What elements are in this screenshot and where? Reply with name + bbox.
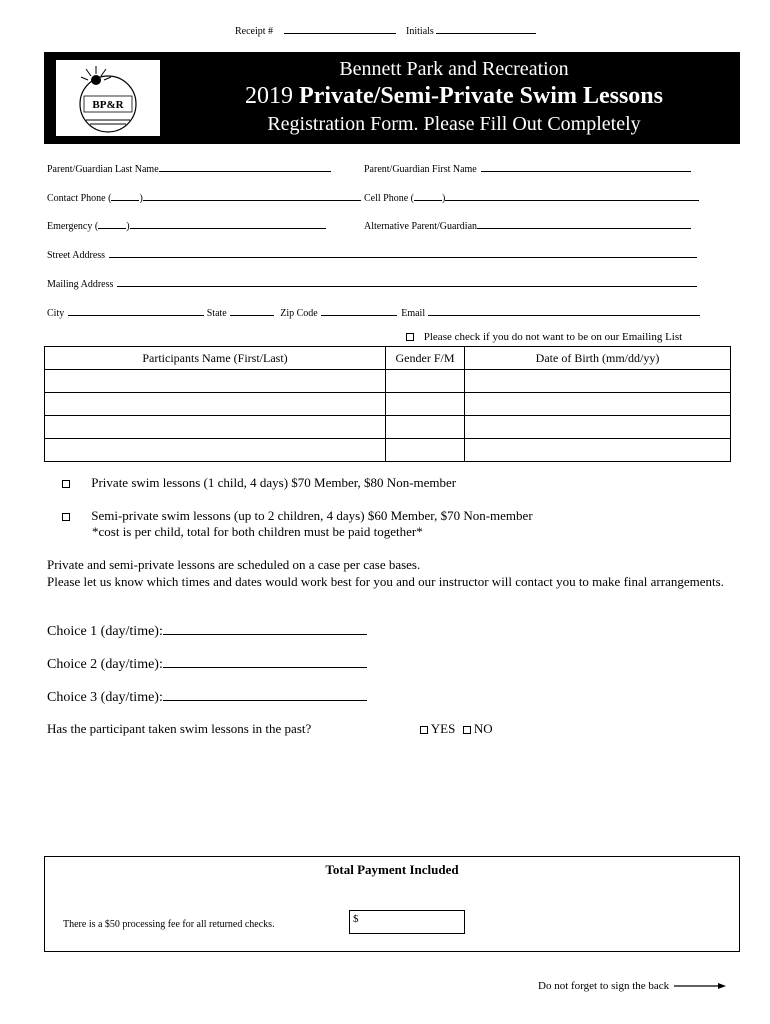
info-line1: Private and semi-private lessons are scheduled on a case per case bases. [47, 557, 421, 572]
yes-label: YES [430, 721, 456, 736]
contact-phone-label: Contact Phone ( [47, 193, 112, 204]
choice-2-row [47, 655, 367, 673]
info-line2: Please let us know which times and dates would work best for you and our instructor will contact you to make final arrangements. [47, 574, 724, 589]
state-label: State [206, 308, 227, 319]
col-header-dob: Date of Birth (mm/dd/yy) [465, 347, 731, 370]
payment-title: Total Payment Included [325, 862, 459, 877]
dollar-sign: $ [353, 913, 359, 925]
street-field[interactable] [109, 248, 697, 258]
mailing-field[interactable] [117, 277, 697, 287]
city-field[interactable] [68, 306, 204, 316]
gender-cell[interactable] [386, 416, 465, 439]
zip-label: Zip Code [280, 308, 318, 319]
last-name-row [47, 162, 331, 175]
emergency-row: Emergency ( ) [47, 219, 326, 232]
choice-3-row [47, 688, 367, 706]
email-opt-out-label: Please check if you do not want to be on our Emailing List [423, 331, 683, 343]
contact-phone-field[interactable] [143, 191, 361, 201]
name-cell[interactable] [45, 393, 386, 416]
semi-option-label: Semi-private swim lessons (up to 2 children, 4 days) $60 Member, $70 Non-member [91, 508, 533, 523]
receipt-row [235, 24, 536, 37]
banner-title: Private/Semi-Private Swim Lessons [299, 83, 663, 109]
choice-2-label: Choice 2 (day/time): [47, 657, 163, 672]
emergency-label: Emergency ( [47, 221, 99, 232]
yes-checkbox[interactable] [420, 726, 428, 734]
arrow-right-icon [674, 982, 726, 990]
emergency-field[interactable] [130, 219, 326, 229]
name-cell[interactable] [45, 370, 386, 393]
last-name-label: Parent/Guardian Last Name [47, 164, 159, 175]
cell-phone-area-field[interactable] [414, 191, 442, 201]
private-option-checkbox[interactable] [62, 480, 70, 488]
header-banner [44, 52, 740, 144]
table-row [45, 370, 731, 393]
first-name-row [364, 162, 691, 175]
initials-label: Initials [406, 26, 434, 37]
semi-option-checkbox[interactable] [62, 513, 70, 521]
street-label: Street Address [47, 250, 106, 261]
email-field[interactable] [428, 306, 700, 316]
last-name-field[interactable] [159, 162, 331, 172]
receipt-field[interactable] [284, 24, 396, 34]
dob-cell[interactable] [465, 416, 731, 439]
receipt-label: Receipt # [235, 26, 274, 37]
email-opt-out-checkbox[interactable] [406, 333, 414, 341]
table-header-row [45, 347, 731, 370]
alt-parent-row [364, 219, 691, 232]
past-lessons-answers [420, 721, 493, 737]
choice-1-label: Choice 1 (day/time): [47, 624, 163, 639]
participants-table [44, 346, 731, 462]
banner-year: 2019 [245, 83, 294, 109]
initials-field[interactable] [436, 24, 536, 34]
cell-phone-field[interactable] [445, 191, 699, 201]
email-opt-out-row [406, 331, 682, 343]
private-option-label: Private swim lessons (1 child, 4 days) $70 Member, $80 Non-member [91, 475, 457, 490]
private-option-row [62, 475, 456, 491]
choice-1-row [47, 622, 367, 640]
payment-box [44, 856, 740, 952]
payment-amount-field[interactable] [349, 910, 465, 934]
park-logo [56, 60, 160, 136]
col-header-name: Participants Name (First/Last) [45, 347, 386, 370]
cell-phone-label: Cell Phone ( [364, 193, 414, 204]
city-label: City [47, 308, 65, 319]
cell-phone-row: Cell Phone ( ) [364, 191, 699, 204]
mailing-label: Mailing Address [47, 279, 114, 290]
gender-cell[interactable] [386, 393, 465, 416]
semi-option-row [62, 508, 533, 524]
choice-3-label: Choice 3 (day/time): [47, 690, 163, 705]
logo-text: BP&R [92, 99, 124, 111]
alt-parent-label: Alternative Parent/Guardian [364, 221, 478, 232]
sign-back-note [538, 980, 726, 992]
sign-back-text: Do not forget to sign the back [538, 980, 670, 992]
first-name-label: Parent/Guardian First Name [364, 164, 477, 175]
banner-line3: Registration Form. Please Fill Out Completely [267, 113, 641, 135]
choice-1-field[interactable] [163, 622, 367, 635]
gender-cell[interactable] [386, 370, 465, 393]
contact-phone-row: Contact Phone ( ) [47, 191, 361, 204]
gender-cell[interactable] [386, 439, 465, 462]
no-checkbox[interactable] [463, 726, 471, 734]
banner-title-line [184, 83, 724, 110]
past-lessons-question: Has the participant taken swim lessons in the past? [47, 721, 312, 736]
first-name-field[interactable] [481, 162, 691, 172]
no-label: NO [473, 721, 493, 736]
street-row [47, 248, 697, 261]
contact-phone-area-field[interactable] [111, 191, 139, 201]
dob-cell[interactable] [465, 370, 731, 393]
emergency-area-field[interactable] [98, 219, 126, 229]
dob-cell[interactable] [465, 393, 731, 416]
scheduling-info [47, 556, 727, 590]
col-header-gender: Gender F/M [386, 347, 465, 370]
zip-field[interactable] [321, 306, 397, 316]
choice-3-field[interactable] [163, 688, 367, 701]
dob-cell[interactable] [465, 439, 731, 462]
choice-2-field[interactable] [163, 655, 367, 668]
table-row [45, 439, 731, 462]
name-cell[interactable] [45, 439, 386, 462]
alt-parent-field[interactable] [477, 219, 691, 229]
name-cell[interactable] [45, 416, 386, 439]
table-row [45, 393, 731, 416]
banner-line1: Bennett Park and Recreation [339, 58, 569, 80]
city-row [47, 306, 700, 319]
state-field[interactable] [230, 306, 274, 316]
semi-option-note: *cost is per child, total for both children must be paid together* [92, 524, 423, 539]
table-row [45, 416, 731, 439]
email-label: Email [401, 308, 426, 319]
fee-note: There is a $50 processing fee for all returned checks. [63, 919, 275, 930]
mailing-row [47, 277, 697, 290]
